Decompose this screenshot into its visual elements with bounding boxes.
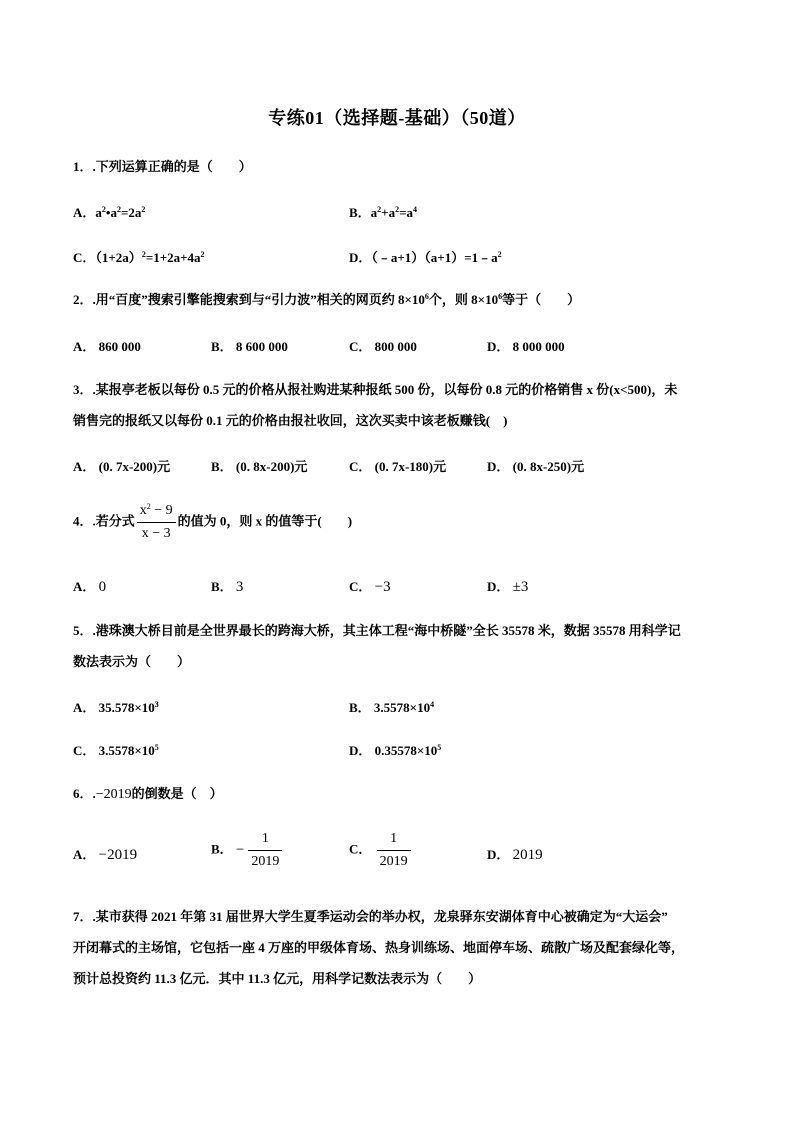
question-5-option-a: A． $35.578\times 10^3$ [73,700,159,715]
question-5-line-2: 数法表示为（ ） [73,654,191,669]
question-1-option-c: C．$(1+2a)^2=1+2a+4a^2$ [73,250,205,265]
question-5-option-b: B． $3.5578\times 10^4$ [349,700,435,715]
question-2-option-c: C． 800 000 [349,339,417,354]
question-4-option-d: D． ±3 [487,579,529,595]
question-2-option-b: B． 8 600 000 [211,339,288,354]
question-2-stem: 2．.用“百度”搜索引擎能搜索到与“引力波”相关的网页约 $8\times 10^6$个，则 $8\times 10^6$等于（ ） [73,292,581,307]
question-3-line-2: 销售完的报纸又以每份 0.1 元的价格由报社收回，这次买卖中该老板赚钱( ) [73,413,508,428]
question-4-option-a: A． 0 [73,579,107,595]
question-7-line-3: 预计总投资约 11.3 亿元．其中 11.3 亿元，用科学记数法表示为（ ） [73,971,482,986]
question-3-line-1: 3．.某报亭老板以每份 0.5 元的价格从报社购进某种报纸 500 份，以每份 0.8 元的价格销售 x 份(x<500)，未 [73,382,678,397]
question-2-option-d: D． 8 000 000 [487,339,565,354]
question-5-line-1: 5．.港珠澳大桥目前是全世界最长的跨海大桥，其主体工程“海中桥隧”全长 35578 米，数据 35578 用科学记 [73,623,681,638]
question-7-stem [73,901,733,994]
question-4-fraction: $\frac{x^2 - 9}{x - 3}$ [137,501,176,544]
question-6-option-c: C． $\frac{1}{2019}$ [349,829,413,872]
question-4-option-b: B． 3 [211,579,244,595]
question-6-option-a: A． −2019 [73,847,138,863]
question-1-option-d: D．$(﹣a+1)(a+1)=1﹣a^2$ [349,250,502,265]
question-3-option-c: C． (0. 7x-180)元 [349,459,447,474]
question-5-option-d: D． $0.35578\times 10^5$ [349,743,442,758]
question-6-option-d: D． 2019 [487,847,543,863]
question-5-option-c: C． $3.5578\times 10^5$ [73,743,159,758]
question-3-stem [73,377,733,433]
question-1-stem: 1．.下列运算正确的是（ ） [73,159,252,174]
question-6-option-b: B． − $\frac{1}{2019}$ [211,829,284,872]
question-1-option-b: B．$a^2+a^2=a^4$ [349,205,418,220]
question-1-option-a: A．$a^2•a^2=2a^2$ [73,205,146,220]
question-7-line-1: 7．.某市获得 2021 年第 31 届世界大学生夏季运动会的举办权，龙泉驿东安湖体育中心被确定为“大运会” [73,909,668,924]
question-7-line-2: 开闭幕式的主场馆，它包括一座 4 万座的甲级体育场、热身训练场、地面停车场、疏散广场及配套绿化等， [73,940,685,955]
page-title: 专练01（选择题-基础）（50道） [268,108,526,128]
question-4-stem: 4．.若分式 $\frac{x^2 - 9}{x - 3}$ 的值为 0，则 x 的值等于( ) [73,501,352,544]
question-3-option-b: B． (0. 8x-200)元 [211,459,308,474]
question-6-stem: 6．.−2019的倒数是（ ） [73,786,223,802]
question-3-option-a: A． (0. 7x-200)元 [73,459,171,474]
question-2-option-a: A． 860 000 [73,339,141,354]
question-5-stem [73,618,733,674]
question-3-option-d: D． (0. 8x-250)元 [487,459,585,474]
question-4-option-c: C． −3 [349,579,391,595]
